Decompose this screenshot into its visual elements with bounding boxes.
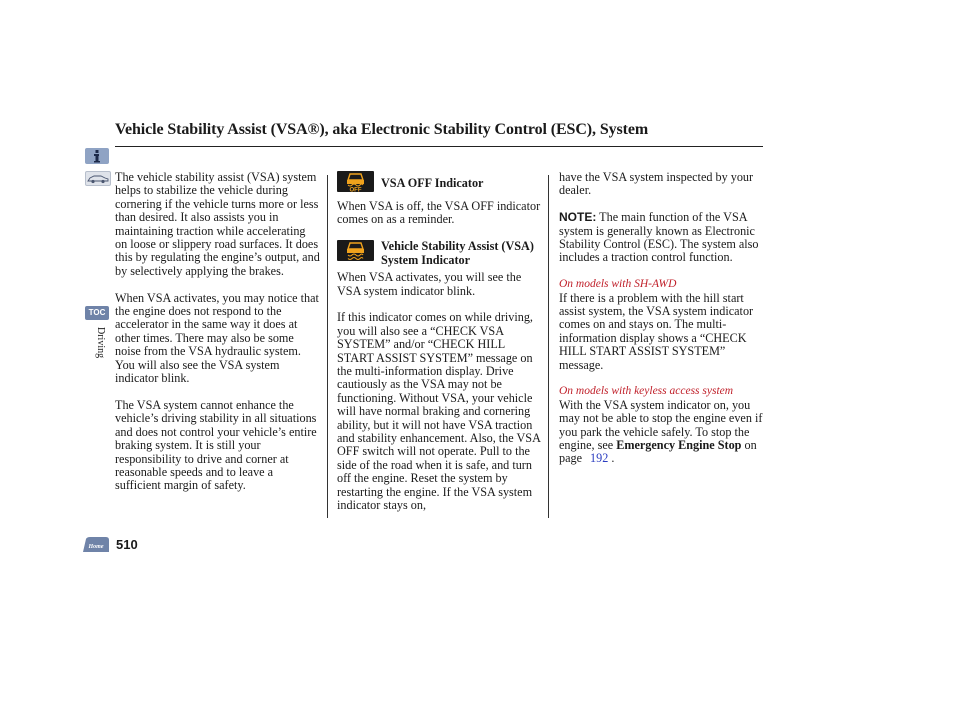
- page-link[interactable]: 192: [590, 451, 609, 466]
- note-label: NOTE:: [559, 210, 597, 225]
- sh-awd-section: [559, 278, 764, 372]
- paragraph: If there is a problem with the hill start assist system, the VSA system indicator comes on and stays on. The multi-information display shows a “CHECK HILL START ASSIST SYSTEM” message.: [559, 290, 754, 372]
- keyless-section: [559, 385, 764, 465]
- column-1: [115, 171, 320, 506]
- model-condition: On models with keyless access system: [559, 385, 734, 398]
- cross-reference-title: Emergency Engine Stop: [616, 438, 742, 453]
- paragraph-text: page: [559, 451, 583, 466]
- title-divider: [115, 146, 763, 147]
- column-divider: [327, 175, 328, 518]
- info-icon[interactable]: [85, 148, 109, 164]
- vsa-off-icon-text: OFF: [349, 187, 362, 192]
- column-3: [559, 171, 764, 479]
- note-text: The main function of the VSA system is generally known as Electronic Stability Control (ESC). The system also includes a traction control function.: [559, 210, 759, 265]
- vsa-system-indicator-heading: [337, 240, 542, 268]
- indicator-title: Vehicle Stability Assist (VSA) System Indicator: [381, 239, 534, 267]
- paragraph: The vehicle stability assist (VSA) system helps to stabilize the vehicle during cornering if the vehicle turns more or less than desired. It also assists you in maintaining traction while accelerating on loose or slippery road surfaces. It does this by regulating the engine’s output, and by selectively applying the brakes.: [115, 170, 320, 278]
- paragraph: The VSA system cannot enhance the vehicle’s driving stability in all situations and does not control your vehicle’s entire braking system. It is still your responsibility to drive and corner at reasonable speeds and to leave a sufficient margin of safety.: [115, 397, 317, 493]
- note-paragraph: [559, 211, 764, 265]
- paragraph: have the VSA system inspected by your dealer.: [559, 170, 754, 198]
- vsa-off-indicator-icon: [337, 171, 374, 192]
- column-2: [337, 171, 542, 526]
- paragraph: When VSA activates, you will see the VSA system indicator blink.: [337, 270, 522, 298]
- home-label: Home: [88, 544, 104, 550]
- home-icon[interactable]: [82, 536, 110, 553]
- page-title: Vehicle Stability Assist (VSA®), aka Electronic Stability Control (ESC), System: [115, 121, 649, 138]
- paragraph: With the VSA system indicator on, you may not be able to stop the engine even if you park the vehicle safely. To stop the engine, see: [559, 397, 763, 453]
- paragraph: When VSA activates, you may notice that the engine does not respond to the accelerator in the same way it does at other times. There may also be some noise from the VSA hydraulic system. You will also see the VSA system indicator blink.: [115, 290, 319, 386]
- model-condition: On models with SH-AWD: [559, 278, 677, 291]
- paragraph: If this indicator comes on while driving, you will also see a “CHECK VSA SYSTEM” and/or “CHECK HILL START ASSIST SYSTEM” message on the multi-information display. Drive cautiously as the VSA may not be functioning. Without VSA, your vehicle will have normal braking and cornering ability, but it will not have VSA traction and stability enhancement. Also, the VSA OFF switch will not operate. Pull to the side of the road when it is safe, and turn off the engine. Reset the system by restarting the engine. If the VSA system indicator stays on,: [337, 310, 541, 513]
- section-label[interactable]: Driving: [95, 327, 106, 359]
- toc-button[interactable]: TOC: [85, 306, 109, 320]
- column-divider: [548, 175, 549, 518]
- paragraph: When VSA is off, the VSA OFF indicator comes on as a reminder.: [337, 199, 541, 227]
- vsa-system-indicator-icon: [337, 240, 374, 261]
- page-number: 510: [116, 537, 138, 552]
- paragraph-text: on: [744, 438, 757, 453]
- indicator-title: VSA OFF Indicator: [381, 176, 484, 190]
- vsa-off-indicator-heading: [337, 171, 542, 197]
- paragraph-text: .: [611, 451, 615, 466]
- car-icon[interactable]: [85, 171, 111, 186]
